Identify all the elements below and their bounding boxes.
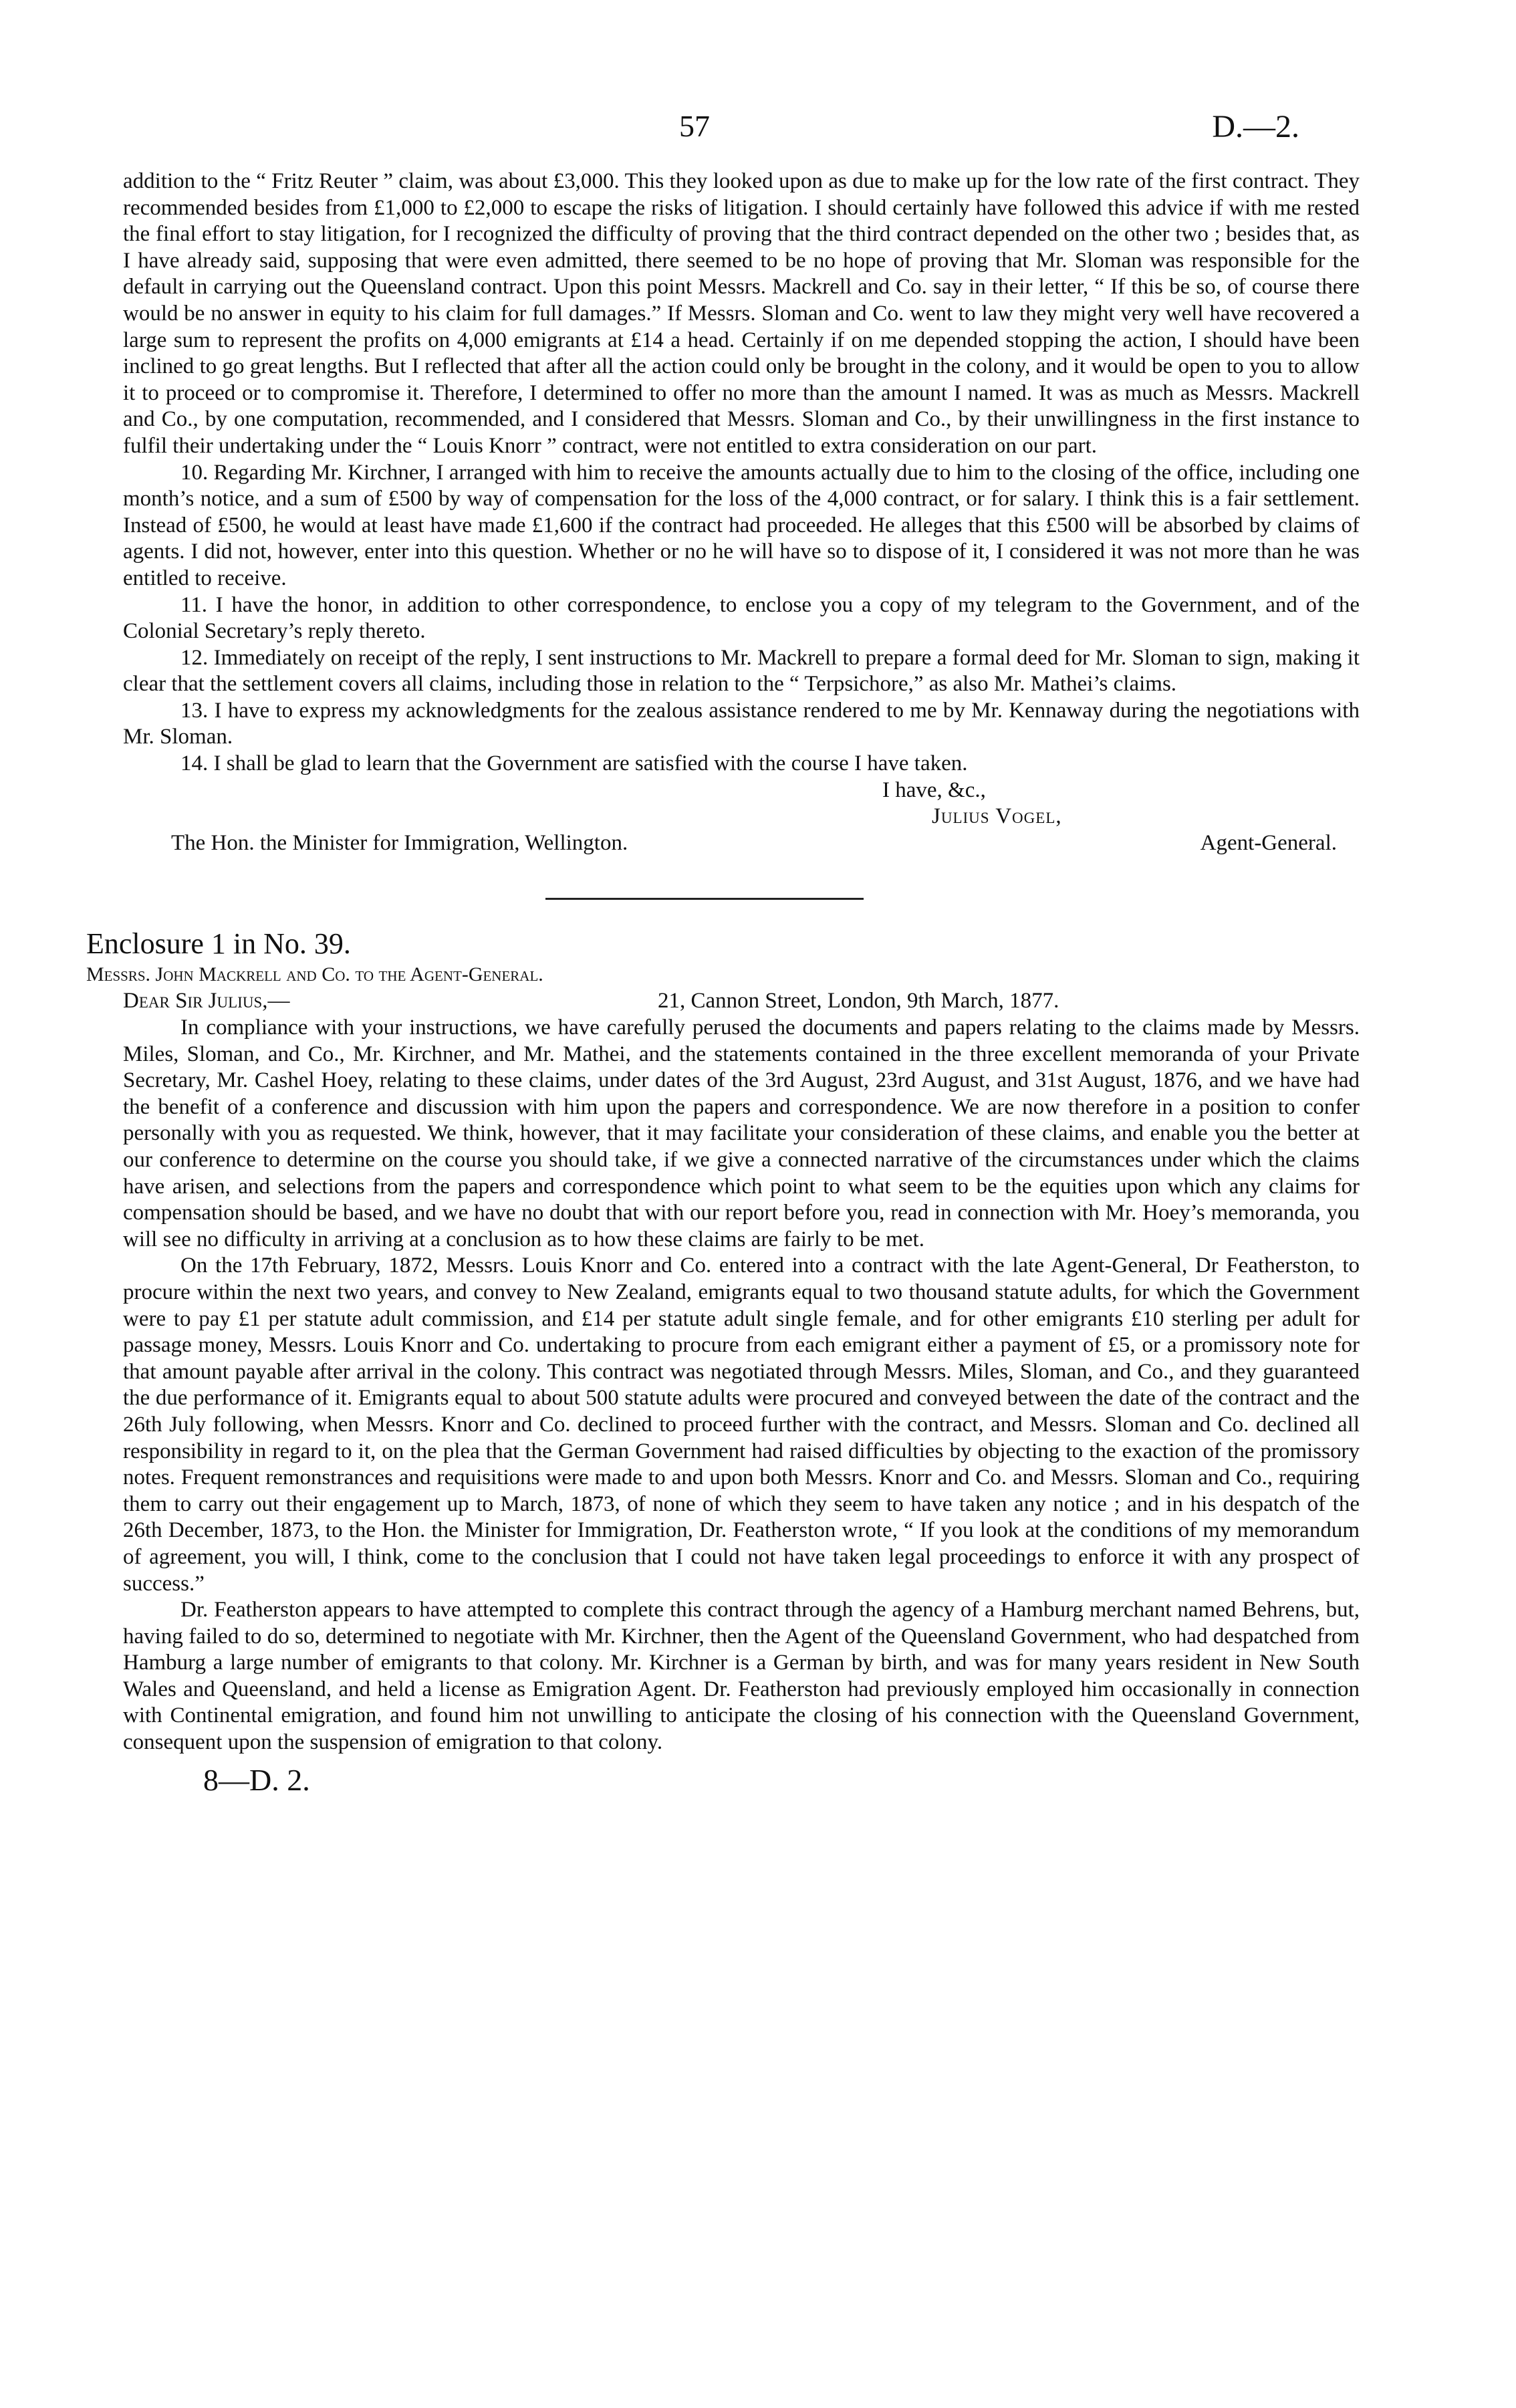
- signature-mark: 8—D. 2.: [203, 1762, 310, 1797]
- paragraph-12: 12. Immediately on receipt of the reply, I sent instructions to Mr. Mackrell to prepare a formal deed for Mr. Sloman to sign, making it clear that the settlement covers all claims, including those in relation to the “ Terpsichore,” as also Mr. Mathei’s claims.: [123, 645, 1360, 697]
- signature-closing: I have, &c.,: [882, 777, 986, 802]
- enclosure-paragraph-1: In compliance with your instructions, we have carefully perused the documents and papers relating to the claims made by Messrs. Miles, Sloman, and Co., Mr. Kirchner, and Mr. Mathei, and the statements contained in the three excellent memoranda of your Private Secretary, Mr. Cashel Hoey, relating to these claims, under dates of the 3rd August, 23rd August, and 31st August, 1876, and we have had the benefit of a conference and discussion with him upon the papers and correspondence. We are now therefore in a position to confer personally with you as requested. We think, however, that it may facilitate your consideration of these claims, and enable you the better at our conference to determine on the course you should take, if we give a connected narrative of the circumstances under which the claims have arisen, and selections from the papers and correspondence which point to what seem to be the equities upon which any claims for compensation should be based, and we have no doubt that with our report before you, read in connection with Mr. Hoey’s memoranda, you will see no difficulty in arriving at a conclusion as to how these claims are fairly to be met.: [123, 1015, 1360, 1251]
- paragraph-10: 10. Regarding Mr. Kirchner, I arranged with him to receive the amounts actually due to him to the closing of the office, including one month’s notice, and a sum of £500 by way of compensation for the loss of the 4,000 contract, or for salary. I think this is a fair settlement. Instead of £500, he would at least have made £1,600 if the contract had proceeded. He alleges that this £500 will be absorbed by claims of agents. I did not, however, enter into this question. Whether or no he will have so to dispose of it, I considered it was not more than he was entitled to receive.: [123, 460, 1360, 590]
- paragraph-13: 13. I have to express my acknowledgments for the zealous assistance rendered to me by Mr. Kennaway during the negotiations with Mr. Sloman.: [123, 698, 1360, 749]
- page-body: [86, 168, 1360, 1799]
- page-number: 57: [679, 109, 710, 143]
- page-header: [0, 108, 1516, 148]
- section-divider: [545, 898, 864, 900]
- letter-heading: [123, 988, 1360, 1015]
- letter-salutation: Dear Sir Julius,—: [123, 989, 290, 1013]
- enclosure-subtitle: Messrs. John Mackrell and Co. to the Agent-General.: [86, 963, 543, 986]
- letter-dateline: 21, Cannon Street, London, 9th March, 1877.: [658, 989, 1059, 1013]
- document-reference: D.—2.: [1212, 109, 1299, 144]
- signature-addressee: The Hon. the Minister for Immigration, Wellington.: [171, 830, 628, 855]
- enclosure-paragraph-3: Dr. Featherston appears to have attempted to complete this contract through the agency of a Hamburg merchant named Behrens, but, having failed to do so, determined to negotiate with Mr. Kirchner, then the Agent of the Queensland Government, who had despatched from Hamburg a large number of emigrants to that colony. Mr. Kirchner is a German by birth, and was for many years resident in New South Wales and Queensland, and held a license as Emigration Agent. Dr. Featherston had previously employed him occasionally in connection with Continental emigration, and found him not unwilling to anticipate the closing of his connection with the Queensland Government, consequent upon the suspension of emigration to that colony.: [123, 1598, 1360, 1755]
- enclosure-paragraph-2: On the 17th February, 1872, Messrs. Louis Knorr and Co. entered into a contract with the late Agent-General, Dr Featherston, to procure within the next two years, and convey to New Zealand, emigrants equal to two thousand statute adults, for which the Government were to pay £1 per statute adult commission, and £14 per statute adult single female, and for other emigrants £10 sterling per adult for passage money, Messrs. Louis Knorr and Co. undertaking to procure from each emigrant either a payment of £5, or a promissory note for that amount payable after arrival in the colony. This contract was negotiated through Messrs. Miles, Sloman, and Co., and they guaranteed the due performance of it. Emigrants equal to about 500 statute adults were procured and conveyed between the date of the contract and the 26th July following, when Messrs. Knorr and Co. declined to proceed further with the contract, and Messrs. Sloman and Co. declined all responsibility in regard to it, on the plea that the German Government had raised difficulties by objecting to the exaction of the promissory notes. Frequent remonstrances and requisitions were made to and upon both Messrs. Knorr and Co. and Messrs. Sloman and Co., requiring them to carry out their engagement up to March, 1873, of none of which they seem to have taken any notice ; and in his despatch of the 26th December, 1873, to the Hon. the Minister for Immigration, Dr. Featherston wrote, “ If you look at the conditions of my memorandum of agreement, you will, I think, come to the conclusion that I could not have taken legal proceedings to enforce it with any prospect of success.”: [123, 1253, 1360, 1596]
- signature-block: [123, 777, 1360, 857]
- paragraph-14: 14. I shall be glad to learn that the Government are satisfied with the course I have taken.: [180, 751, 968, 776]
- signature-name: Julius Vogel,: [932, 804, 1062, 829]
- signature-title: Agent-General.: [1200, 830, 1337, 855]
- paragraph-continued: addition to the “ Fritz Reuter ” claim, was about £3,000. This they looked upon as due to make up for the low rate of the first contract. They recommended besides from £1,000 to £2,000 to escape the risks of litigation. I should certainly have followed this advice if with me rested the final effort to stay litigation, for I recognized the difficulty of proving that the third contract depended on the other two ; besides that, as I have already said, supposing that were even admitted, there seemed to be no hope of proving that Mr. Sloman was responsible for the default in carrying out the Queensland contract. Upon this point Messrs. Mackrell and Co. say in their letter, “ If this be so, of course there would be no answer in equity to his claim for full damages.” If Messrs. Sloman and Co. went to law they might very well have recovered a large sum to represent the profits on 4,000 emigrants at £14 a head. Certainly if on me depended stopping the action, I should have been inclined to go great lengths. But I reflected that after all the action could only be brought in the colony, and it would be open to you to allow it to proceed or to compromise it. Therefore, I determined to offer no more than the amount I named. It was as much as Messrs. Mackrell and Co., by one computation, recommended, and I considered that Messrs. Sloman and Co., by their unwillingness in the first instance to fulfil their undertaking under the “ Louis Knorr ” contract, were not entitled to extra consideration on our part.: [123, 169, 1360, 458]
- paragraph-11: 11. I have the honor, in addition to other correspondence, to enclose you a copy of my telegram to the Government, and of the Colonial Secretary’s reply thereto.: [123, 592, 1360, 644]
- enclosure-title: Enclosure 1 in No. 39.: [86, 927, 351, 961]
